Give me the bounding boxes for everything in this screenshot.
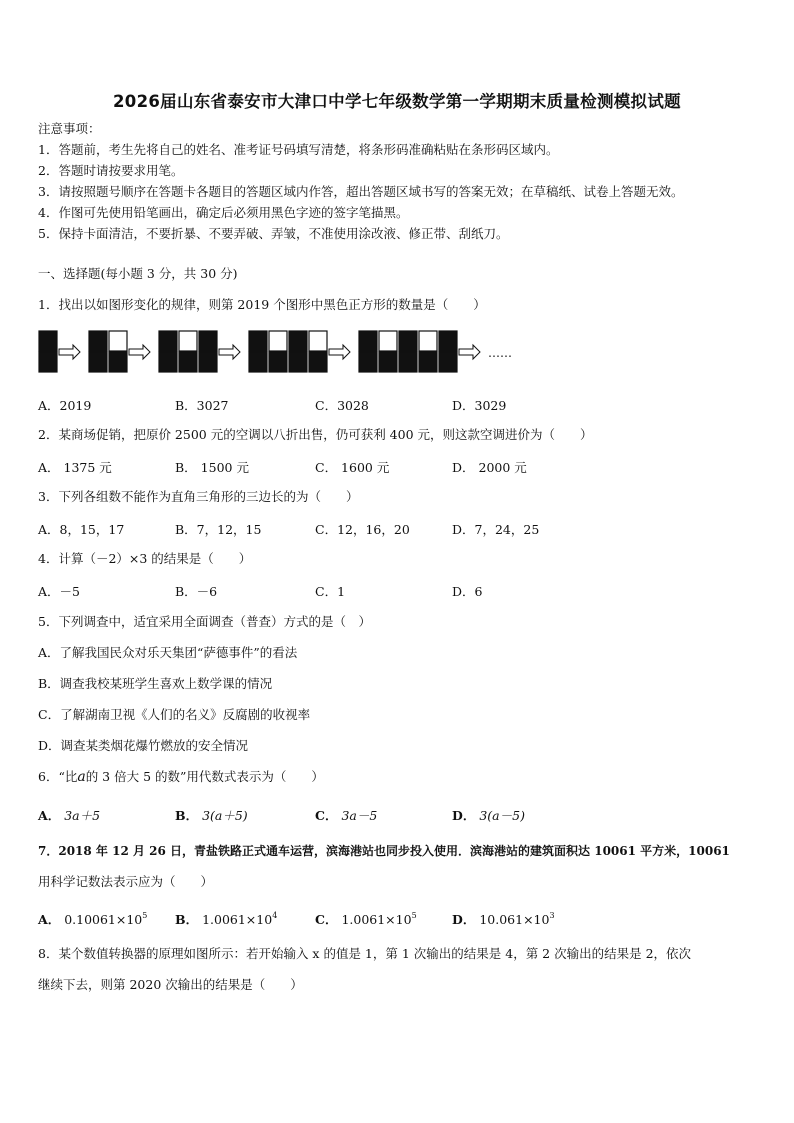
black-square [289, 352, 307, 372]
question-5-stem: 5．下列调查中，适宜采用全面调查（普查）方式的是（ ） [38, 614, 371, 629]
black-square [199, 352, 217, 372]
q3-option-b[interactable]: B．7，12，15 [175, 522, 262, 537]
note-item: 2．答题时请按要求用笔。 [38, 163, 184, 178]
question-7-stem-line2: 用科学记数法表示应为（ ） [38, 874, 214, 889]
q6-option-letter: C． [315, 808, 338, 823]
q5-option-a[interactable]: A．了解我国民众对乐天集团“萨德事件”的看法 [38, 645, 298, 660]
q1-figure-svg [38, 330, 578, 374]
q4-option-a[interactable]: A．－5 [38, 584, 80, 599]
black-square [379, 352, 397, 372]
q7-option-c[interactable] [315, 910, 417, 928]
q6-option-d[interactable] [452, 806, 525, 824]
q6-option-expr: 3a＋5 [64, 808, 101, 823]
arrow-right-icon [459, 345, 480, 359]
white-square [269, 331, 287, 351]
black-square [109, 352, 127, 372]
q3-option-d[interactable]: D．7，24，25 [452, 522, 540, 537]
q6-option-expr: 3a－5 [341, 808, 378, 823]
black-square [399, 352, 417, 372]
q7-option-exponent: 4 [272, 911, 278, 920]
q4-options [38, 582, 758, 600]
black-square [439, 331, 457, 351]
q1-figure-2 [89, 331, 127, 372]
section-heading: 一、选择题(每小题 3 分，共 30 分) [38, 266, 238, 281]
q7-option-letter: B． [175, 912, 199, 927]
q4-option-d[interactable]: D．6 [452, 584, 483, 599]
black-square [39, 352, 57, 372]
q3-options [38, 520, 758, 538]
q6-stem-pre: 6．“比 [38, 769, 78, 784]
q4-option-c[interactable]: C．1 [315, 584, 346, 599]
q1-ellipsis: …… [488, 346, 512, 360]
black-square [359, 331, 377, 351]
q7-option-base: 1.0061×10 [202, 912, 273, 927]
arrow-right-icon [219, 345, 240, 359]
q6-options [38, 806, 758, 824]
q7-option-base: 10.061×10 [479, 912, 550, 927]
q7-option-a[interactable] [38, 910, 147, 928]
q2-option-b[interactable]: B． 1500 元 [175, 460, 249, 475]
black-square [159, 352, 177, 372]
black-square [159, 331, 177, 351]
q3-option-a[interactable]: A．8，15，17 [38, 522, 125, 537]
q7-option-letter: A． [38, 912, 61, 927]
q5-option-d[interactable]: D．调查某类烟花爆竹燃放的安全情况 [38, 738, 249, 753]
arrow-right-icon [329, 345, 350, 359]
black-square [269, 352, 287, 372]
black-square [249, 352, 267, 372]
white-square [309, 331, 327, 351]
white-square [109, 331, 127, 351]
q7-option-exponent: 5 [411, 911, 417, 920]
q1-figure-5 [359, 331, 457, 372]
black-square [289, 331, 307, 351]
arrow-right-icon [59, 345, 80, 359]
black-square [419, 352, 437, 372]
q1-figure-3 [159, 331, 217, 372]
q2-options [38, 458, 758, 476]
black-square [359, 352, 377, 372]
q6-option-letter: D． [452, 808, 476, 823]
q6-option-b[interactable] [175, 806, 248, 824]
q6-option-letter: B． [175, 808, 199, 823]
black-square [39, 331, 57, 351]
q1-option-b[interactable]: B．3027 [175, 398, 229, 413]
question-7-stem-line1: 7．2018 年 12 月 26 日，青盐铁路正式通车运营，滨海港站也同步投入使用．滨海港站的建筑面积达 10061 平方米，10061 [38, 844, 730, 858]
q7-option-d[interactable] [452, 910, 555, 928]
note-item: 3．请按照题号顺序在答题卡各题目的答题区域内作答，超出答题区域书写的答案无效；在草稿纸、试卷上答题无效。 [38, 184, 684, 199]
q7-option-base: 0.10061×10 [64, 912, 143, 927]
note-item: 5．保持卡面清洁，不要折暴、不要弄破、弄皱，不准使用涂改液、修正带、刮纸刀。 [38, 226, 509, 241]
q6-stem-post: 的 3 倍大 5 的数”用代数式表示为（ ） [85, 769, 324, 784]
note-item: 4．作图可先使用铅笔画出，确定后必须用黑色字迹的签字笔描黑。 [38, 205, 409, 220]
q7-option-b[interactable] [175, 910, 277, 928]
q6-option-letter: A． [38, 808, 61, 823]
white-square [379, 331, 397, 351]
q2-option-a[interactable]: A． 1375 元 [38, 460, 112, 475]
black-square [199, 331, 217, 351]
black-square [399, 331, 417, 351]
black-square [89, 352, 107, 372]
q1-options [38, 396, 758, 414]
page-title: 2026届山东省泰安市大津口中学七年级数学第一学期期末质量检测模拟试题 [113, 92, 681, 111]
arrow-right-icon [129, 345, 150, 359]
question-4-stem: 4．计算（－2）×3 的结果是（ ） [38, 551, 252, 566]
q1-option-c[interactable]: C．3028 [315, 398, 369, 413]
question-3-stem: 3．下列各组数不能作为直角三角形的三边长的为（ ） [38, 489, 359, 504]
q1-figure-sequence [38, 330, 578, 374]
q7-option-letter: D． [452, 912, 476, 927]
question-1-stem: 1．找出以如图形变化的规律，则第 2019 个图形中黑色正方形的数量是（ ） [38, 297, 486, 312]
question-6-stem [38, 769, 324, 785]
question-8-stem-line1: 8．某个数值转换器的原理如图所示：若开始输入 x 的值是 1，第 1 次输出的结果是 4，第 2 次输出的结果是 2，依次 [38, 946, 692, 961]
q5-option-c[interactable]: C．了解湖南卫视《人们的名义》反腐剧的收视率 [38, 707, 311, 722]
black-square [179, 352, 197, 372]
black-square [439, 352, 457, 372]
black-square [89, 331, 107, 351]
q7-option-base: 1.0061×10 [341, 912, 412, 927]
question-8-stem-line2: 继续下去，则第 2020 次输出的结果是（ ） [38, 977, 303, 992]
q7-options [38, 910, 758, 928]
question-2-stem: 2．某商场促销，把原价 2500 元的空调以八折出售，仍可获利 400 元，则这款空调进价为（ ） [38, 427, 593, 442]
white-square [179, 331, 197, 351]
black-square [249, 331, 267, 351]
q7-option-exponent: 5 [142, 911, 148, 920]
q5-option-b[interactable]: B．调查我校某班学生喜欢上数学课的情况 [38, 676, 273, 691]
q2-option-d[interactable]: D． 2000 元 [452, 460, 527, 475]
black-square [309, 352, 327, 372]
q3-option-c[interactable]: C．12，16，20 [315, 522, 410, 537]
notes-heading: 注意事项： [38, 121, 101, 136]
q7-option-letter: C． [315, 912, 338, 927]
q1-option-a[interactable]: A．2019 [38, 398, 92, 413]
q6-stem-variable: a [77, 769, 86, 785]
q6-option-c[interactable] [315, 806, 377, 824]
q4-option-b[interactable]: B．－6 [175, 584, 218, 599]
q1-figure-1 [39, 331, 57, 372]
q1-figure-4 [249, 331, 327, 372]
q1-option-d[interactable]: D．3029 [452, 398, 507, 413]
q2-option-c[interactable]: C． 1600 元 [315, 460, 390, 475]
q6-option-expr: 3(a－5) [479, 808, 525, 823]
note-item: 1．答题前，考生先将自己的姓名、准考证号码填写清楚，将条形码准确粘贴在条形码区域内。 [38, 142, 559, 157]
q6-option-expr: 3(a＋5) [202, 808, 248, 823]
q6-option-a[interactable] [38, 806, 100, 824]
white-square [419, 331, 437, 351]
q7-option-exponent: 3 [549, 911, 555, 920]
